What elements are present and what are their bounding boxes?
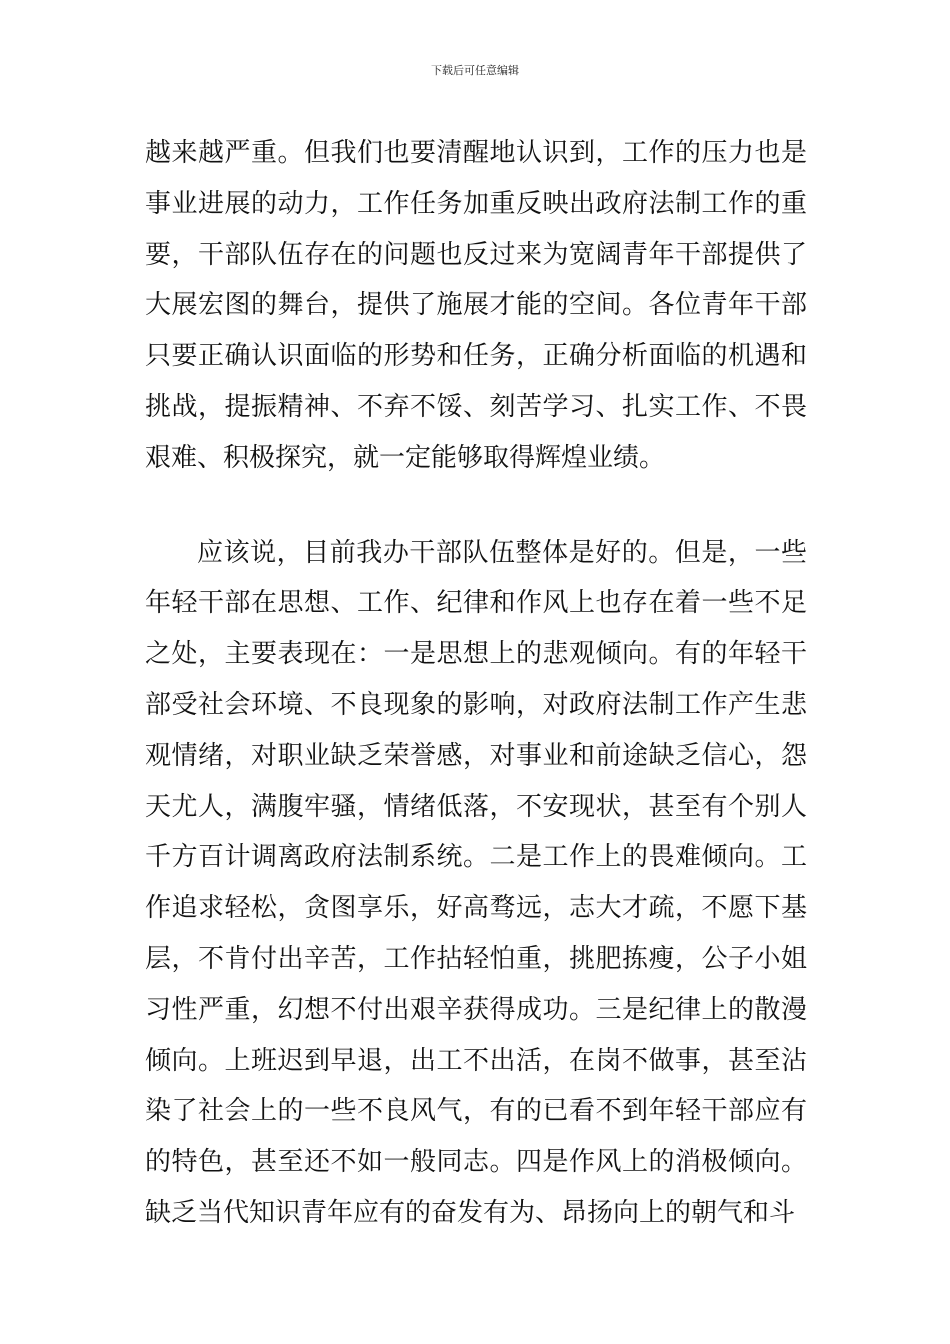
- paragraph-2: 应该说，目前我办干部队伍整体是好的。但是，一些年轻干部在思想、工作、纪律和作风上也存在着一些不足之处，主要表现在：一是思想上的悲观倾向。有的年轻干部受社会环境、不良现象的影响，对政府法制工作产生悲观情绪，对职业缺乏荣誉感，对事业和前途缺乏信心，怨天尤人，满腹牢骚，情绪低落，不安现状，甚至有个别人千方百计调离政府法制系统。二是工作上的畏难倾向。工作追求轻松，贪图享乐，好高骛远，志大才疏，不愿下基层，不肯付出辛苦，工作拈轻怕重，挑肥拣瘦，公子小姐习性严重，幻想不付出艰辛获得成功。三是纪律上的散漫倾向。上班迟到早退，出工不出活，在岗不做事，甚至沾染了社会上的一些不良风气，有的已看不到年轻干部应有的特色，甚至还不如一般同志。四是作风上的消极倾向。缺乏当代知识青年应有的奋发有为、昂扬向上的朝气和斗: [145, 537, 807, 1228]
- paragraph-1: 越来越严重。但我们也要清醒地认识到，工作的压力也是事业进展的动力，工作任务加重反映出政府法制工作的重要，干部队伍存在的问题也反过来为宽阔青年干部提供了大展宏图的舞台，提供了施展才能的空间。各位青年干部只要正确认识面临的形势和任务，正确分析面临的机遇和挑战，提振精神、不弃不馁、刻苦学习、扎实工作、不畏艰难、积极探究，就一定能够取得辉煌业绩。: [145, 138, 807, 473]
- page-header: 下载后可任意编辑: [431, 64, 519, 77]
- document-body: [145, 128, 807, 1239]
